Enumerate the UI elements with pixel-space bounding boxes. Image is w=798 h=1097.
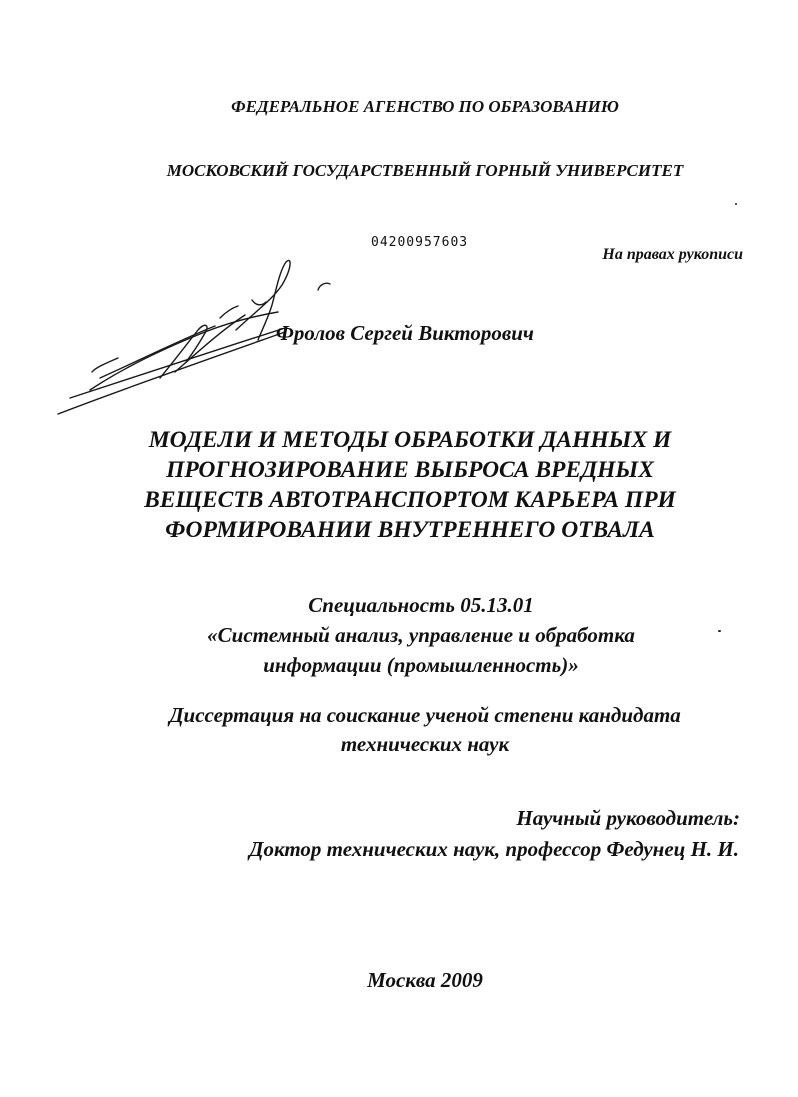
- dissertation-degree: [26, 701, 798, 759]
- degree-line: технических наук: [340, 732, 510, 756]
- scan-speck: [735, 203, 737, 205]
- specialty-block: [60, 590, 782, 680]
- title-line: ПРОГНОЗИРОВАНИЕ ВЫБРОСА ВРЕДНЫХ: [166, 457, 654, 483]
- title-line: ВЕЩЕСТВ АВТОТРАНСПОРТОМ КАРЬЕРА ПРИ: [144, 487, 676, 513]
- specialty-name-line: информации (промышленность)»: [263, 653, 579, 677]
- specialty-code: Специальность 05.13.01: [308, 593, 534, 617]
- agency-name: ФЕДЕРАЛЬНОЕ АГЕНСТВО ПО ОБРАЗОВАНИЮ: [231, 97, 619, 116]
- scan-speck: [718, 630, 721, 632]
- supervisor-name: Доктор технических наук, профессор Федунец Н. И.: [249, 837, 739, 861]
- degree-line: Диссертация на соискание ученой степени кандидата: [169, 703, 681, 727]
- supervisor-label: Научный руководитель:: [516, 806, 740, 830]
- dissertation-title: [60, 425, 760, 545]
- handwritten-signature: [0, 0, 360, 430]
- university-name: МОСКОВСКИЙ ГОСУДАРСТВЕННЫЙ ГОРНЫЙ УНИВЕРСИТЕТ: [166, 161, 684, 180]
- title-line: МОДЕЛИ И МЕТОДЫ ОБРАБОТКИ ДАННЫХ И: [148, 427, 672, 453]
- author-name: Фролов Сергей Викторович: [276, 321, 534, 345]
- specialty-name-line: «Системный анализ, управление и обработка: [207, 623, 635, 647]
- city-year: Москва 2009: [367, 968, 483, 992]
- rights-note: На правах рукописи: [602, 246, 743, 263]
- title-line: ФОРМИРОВАНИИ ВНУТРЕННЕГО ОТВАЛА: [165, 517, 655, 543]
- document-number: 04200957603: [371, 235, 469, 250]
